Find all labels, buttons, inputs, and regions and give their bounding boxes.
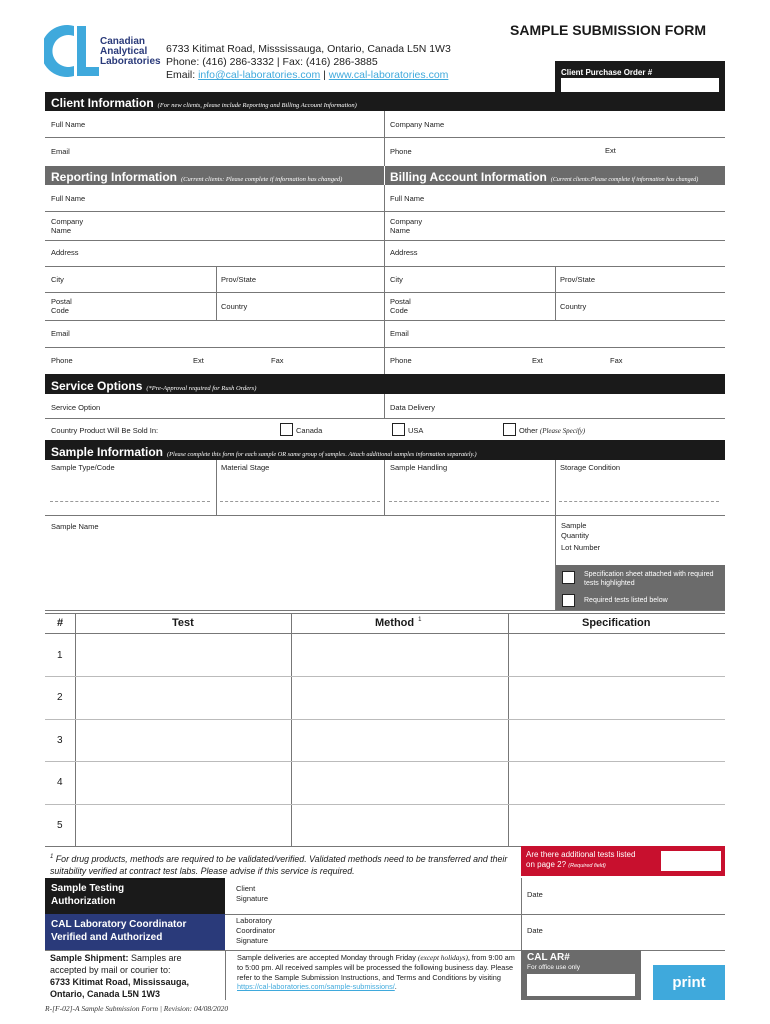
- service-header: [45, 374, 725, 394]
- test-cell-input[interactable]: [77, 806, 289, 844]
- method-cell-input[interactable]: [293, 763, 506, 801]
- date2-input[interactable]: [555, 916, 720, 946]
- client-info-title: Client Information: [51, 96, 154, 110]
- company-address: 6733 Kitimat Road, Misssissauga, Ontario, Canada L5N 1W3: [166, 43, 451, 55]
- shipment-address: 6733 Kitimat Road, Mississauga, Ontario, Canada L5N 1W3: [50, 977, 190, 999]
- client-phone-input[interactable]: [425, 140, 595, 162]
- bill-prov-label: Prov/State: [560, 275, 596, 284]
- lot-number-label: Lot Number: [561, 543, 601, 552]
- rep-ext-label: Ext: [193, 356, 204, 365]
- cal-ar-label: CAL AR#: [527, 952, 570, 963]
- sample-type-label: Sample Type/Code: [51, 463, 115, 472]
- other-note: (Please Specify): [539, 427, 586, 435]
- method-cell-input[interactable]: [293, 806, 506, 844]
- divider: [225, 950, 226, 1000]
- client-signature-input[interactable]: [285, 880, 510, 910]
- test-cell-input[interactable]: [77, 678, 289, 716]
- cal-logo-icon: [44, 22, 100, 80]
- cal-ar-input[interactable]: [527, 974, 635, 996]
- shipment-info: [50, 952, 220, 1000]
- cal-coordinator-band: [45, 914, 225, 950]
- data-delivery-label: Data Delivery: [390, 403, 436, 412]
- spec-cell-input[interactable]: [510, 678, 723, 716]
- footnote-sup: 1: [50, 854, 54, 860]
- method-text: Method: [375, 617, 415, 629]
- divider: [45, 266, 725, 267]
- logo-line-1: Canadian: [100, 36, 146, 47]
- divider: [291, 613, 292, 846]
- cal-coordinator-label: CAL Laboratory Coordinator Verified and Authorized: [51, 919, 187, 943]
- billing-title: Billing Account Information: [390, 170, 547, 184]
- rep-fax-label: Fax: [271, 356, 284, 365]
- usa-checkbox[interactable]: [392, 423, 405, 436]
- rep-postal-label: Postal Code: [51, 297, 72, 315]
- material-stage-label: Material Stage: [221, 463, 270, 472]
- divider: [384, 460, 385, 515]
- test-row-number: 1: [57, 650, 63, 661]
- sample-header: [45, 440, 725, 460]
- date1-label: Date: [527, 890, 543, 899]
- test-row-number: 4: [57, 777, 63, 789]
- client-full-name-input[interactable]: [120, 113, 380, 135]
- rep-company-label: Company Name: [51, 217, 84, 235]
- sample-name-label: Sample Name: [51, 522, 99, 531]
- other-label: [519, 426, 585, 435]
- rep-full-name-label: Full Name: [51, 194, 86, 203]
- required-listed-label: Required tests listed below: [584, 597, 668, 604]
- spec-cell-input[interactable]: [510, 806, 723, 844]
- divider: [216, 266, 217, 320]
- required-listed-checkbox[interactable]: [562, 594, 575, 607]
- other-checkbox[interactable]: [503, 423, 516, 436]
- deliveries-italic: (except holidays),: [417, 953, 470, 962]
- date1-input[interactable]: [555, 880, 720, 910]
- additional-tests-label: [526, 850, 641, 871]
- material-stage-select[interactable]: [220, 478, 380, 502]
- divider: [45, 320, 725, 321]
- reporting-title: Reporting Information: [51, 170, 177, 184]
- client-email-input[interactable]: [100, 140, 380, 162]
- additional-tests-input[interactable]: [661, 851, 721, 871]
- bill-city-label: City: [390, 275, 403, 284]
- row-divider: [45, 676, 725, 677]
- shipment-text: Samples are accepted by mail or courier to:: [50, 953, 182, 975]
- rep-country-label: Country: [221, 302, 248, 311]
- row-divider: [45, 804, 725, 805]
- divider: [45, 418, 725, 419]
- divider: [75, 613, 76, 846]
- canada-label: Canada: [296, 426, 323, 435]
- bill-country-label: Country: [560, 302, 587, 311]
- divider: [45, 515, 725, 516]
- spec-cell-input[interactable]: [510, 763, 723, 801]
- cal-ar-panel: [521, 950, 641, 1000]
- sample-note: (Please complete this form for each sample OR same group of samples. Attach additional samples information separately.): [167, 451, 477, 458]
- bill-full-name-label: Full Name: [390, 194, 425, 203]
- deliveries-info: [237, 953, 519, 992]
- revision-line: R-[F-02]-A Sample Submission Form | Revision: 04/08/2020: [45, 1004, 229, 1013]
- deliveries-text-2: from 9:00 am to 5:00 pm. All received samples will be processed the following business day. Please refer to the Sample Submission Instructions, and Terms and Conditions by visiting: [237, 953, 515, 982]
- company-phone-fax: Phone: (416) 286-3332 | Fax: (416) 286-3885: [166, 56, 378, 68]
- divider: [45, 633, 725, 634]
- spec-cell-input[interactable]: [510, 721, 723, 759]
- client-ext-input[interactable]: [625, 140, 720, 162]
- storage-condition-select[interactable]: [559, 478, 719, 502]
- test-row-number: 2: [57, 692, 63, 704]
- method-sup: 1: [418, 617, 422, 624]
- office-use-label: For office use only: [527, 964, 580, 971]
- sample-handling-select[interactable]: [389, 478, 549, 502]
- bill-phone-label: Phone: [390, 356, 412, 365]
- spec-attached-checkbox[interactable]: [562, 571, 575, 584]
- method-cell-input[interactable]: [293, 721, 506, 759]
- row-divider: [45, 719, 725, 720]
- rep-address-label: Address: [51, 248, 79, 257]
- deliveries-end: .: [394, 982, 397, 992]
- client-email-label: Email: [51, 147, 70, 156]
- rep-email-label: Email: [51, 329, 70, 338]
- shipment-heading: Sample Shipment:: [50, 953, 129, 963]
- website-link[interactable]: www.cal-laboratories.com: [328, 69, 449, 81]
- sample-submissions-link[interactable]: https://cal-laboratories.com/sample-submissions/: [237, 982, 395, 992]
- divider: [555, 266, 556, 320]
- billing-note: (Current clients:Please complete if information has changed): [550, 177, 699, 183]
- rep-phone-label: Phone: [51, 356, 73, 365]
- service-note: (*Pre-Approval required for Rush Orders): [146, 385, 257, 392]
- email-prefix: Email:: [166, 69, 199, 81]
- required-field-note: (Required field): [568, 863, 606, 869]
- company-email-line: [166, 69, 451, 82]
- spec-cell-input[interactable]: [510, 636, 723, 674]
- divider: [45, 240, 725, 241]
- reporting-note: (Current clients: Please complete if information has changed): [181, 176, 343, 183]
- logo-line-3: Laboratories: [100, 56, 161, 67]
- col-spec-header: Specification: [582, 617, 651, 629]
- test-cell-input[interactable]: [77, 763, 289, 801]
- method-cell-input[interactable]: [293, 678, 506, 716]
- logo-line-2: Analytical: [100, 46, 148, 57]
- bill-postal-label: Postal Code: [390, 297, 411, 315]
- footnote: [50, 851, 510, 877]
- divider: [384, 111, 385, 166]
- test-row-number: 5: [57, 819, 63, 831]
- client-full-name-label: Full Name: [51, 120, 86, 129]
- separator: |: [320, 69, 329, 81]
- sample-testing-auth-label: Sample Testing Authorization: [51, 883, 125, 907]
- row-divider: [45, 761, 725, 762]
- print-button[interactable]: print: [653, 965, 725, 1000]
- sample-handling-label: Sample Handling: [390, 463, 448, 472]
- col-method-header: [375, 617, 421, 629]
- logo: [44, 22, 164, 82]
- storage-condition-label: Storage Condition: [560, 463, 621, 472]
- other-text: Other: [519, 426, 538, 435]
- lab-coord-signature-label: Laboratory Coordinator Signature: [236, 916, 276, 945]
- method-cell-input[interactable]: [293, 636, 506, 674]
- divider: [216, 460, 217, 515]
- col-num-header: #: [57, 617, 64, 629]
- sample-quantity-label: Sample Quantity: [561, 521, 589, 540]
- client-ext-label: Ext: [605, 146, 616, 155]
- test-cell-input[interactable]: [77, 636, 289, 674]
- deliveries-text-1: Sample deliveries are accepted Monday through Friday: [237, 953, 416, 962]
- divider: [45, 211, 725, 212]
- bill-address-label: Address: [390, 248, 418, 257]
- divider: [45, 292, 725, 293]
- bill-company-label: Company Name: [390, 217, 423, 235]
- bill-email-label: Email: [390, 329, 409, 338]
- reporting-billing-header: [45, 166, 725, 185]
- client-company-input[interactable]: [460, 113, 720, 135]
- sample-testing-auth-band: [45, 878, 225, 914]
- divider: [384, 185, 385, 374]
- divider: [384, 394, 385, 418]
- test-row-number: 3: [57, 734, 63, 746]
- usa-label: USA: [408, 426, 424, 435]
- test-cell-input[interactable]: [77, 721, 289, 759]
- country-sold-label: Country Product Will Be Sold In:: [51, 426, 159, 435]
- footnote-text: For drug products, methods are required to be validated/verified. Validated methods need to be transferred and their suitability verified at contract test labs. Please advise if this service is required.: [50, 853, 508, 876]
- client-company-name-label: Company Name: [390, 120, 445, 129]
- lab-coord-signature-input[interactable]: [290, 916, 510, 946]
- divider: [45, 613, 725, 614]
- client-signature-label: Client Signature: [236, 884, 269, 903]
- bill-fax-label: Fax: [610, 356, 623, 365]
- divider: [225, 914, 725, 915]
- sample-type-select[interactable]: [50, 478, 210, 502]
- service-option-label: Service Option: [51, 403, 101, 412]
- divider: [45, 610, 725, 611]
- divider: [45, 137, 725, 138]
- bill-ext-label: Ext: [532, 356, 543, 365]
- client-info-header: [45, 92, 725, 111]
- additional-tests-panel: [521, 846, 725, 876]
- client-info-note: (For new clients, please include Reporting and Billing Account Information): [157, 102, 357, 109]
- spec-attached-label: Specification sheet attached with required tests highlighted: [584, 571, 714, 587]
- date2-label: Date: [527, 926, 543, 935]
- po-label: Client Purchase Order #: [561, 68, 653, 77]
- divider: [508, 613, 509, 846]
- rep-city-label: City: [51, 275, 64, 284]
- canada-checkbox[interactable]: [280, 423, 293, 436]
- client-phone-label: Phone: [390, 147, 412, 156]
- sample-title: Sample Information: [51, 445, 164, 459]
- form-title: SAMPLE SUBMISSION FORM: [510, 22, 707, 38]
- col-test-header: Test: [172, 617, 194, 629]
- service-title: Service Options: [51, 379, 143, 393]
- divider: [45, 347, 725, 348]
- additional-tests-text: Are there additional tests listed on page 2?: [526, 850, 636, 869]
- rep-prov-label: Prov/State: [221, 275, 257, 284]
- email-link[interactable]: info@cal-laboratories.com: [198, 69, 321, 81]
